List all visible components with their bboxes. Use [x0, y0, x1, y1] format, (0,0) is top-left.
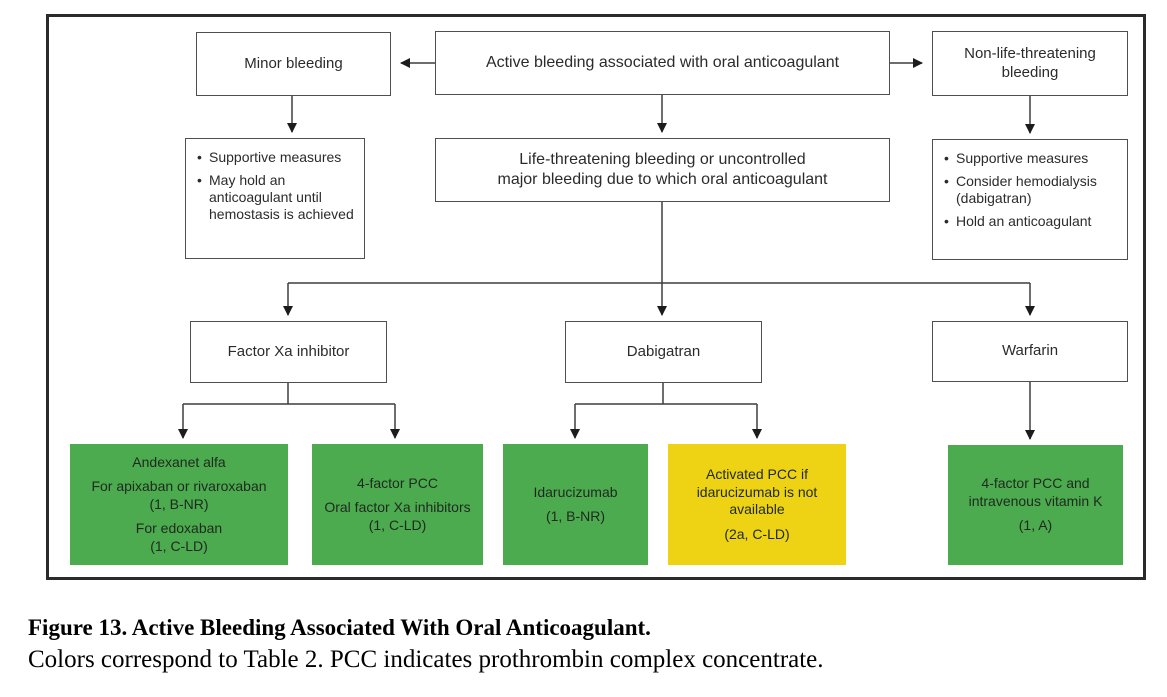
node-warfarin: [932, 321, 1128, 382]
treatment-line: (1, B-NR): [545, 508, 606, 524]
node-active-bleeding: [435, 31, 890, 95]
treatment-idarucizumab: [503, 444, 648, 565]
treatment-line: (1, B-NR): [149, 495, 209, 512]
life-threatening-line-1: Life-threatening bleeding or uncontrolled: [519, 151, 806, 168]
panel-minor-actions: [185, 138, 365, 259]
treatment-line: Andexanet alfa: [132, 453, 226, 470]
life-threatening-line-2: major bleeding due to which oral anticoagulant: [497, 171, 828, 188]
figure-caption-note: Colors correspond to Table 2. PCC indicates prothrombin complex concentrate.: [28, 646, 824, 674]
node-dabigatran: [565, 321, 762, 383]
node-dabigatran-label: Dabigatran: [626, 342, 701, 360]
treatment-four-factor-pcc-oral-xa: [312, 444, 483, 565]
nonlife-action-item: • Hold an anticoagulant: [942, 213, 1122, 230]
treatment-line: Activated PCC if idarucizumab is not available: [696, 466, 818, 517]
nonlife-action-item: • Consider hemodialysis (dabigatran): [942, 173, 1122, 207]
treatment-line: (1, C-LD): [368, 516, 427, 533]
node-life-threatening: [435, 138, 890, 202]
treatment-line: 4-factor PCC: [357, 474, 438, 491]
node-non-life-threatening-label: Non-life-threatening bleeding: [964, 44, 1096, 81]
node-active-bleeding-label: Active bleeding associated with oral anticoagulant: [485, 54, 840, 71]
node-minor-bleeding-label: Minor bleeding: [244, 54, 343, 72]
treatment-activated-pcc: [668, 444, 846, 565]
node-minor-bleeding: [196, 32, 391, 96]
treatment-line: (1, C-LD): [150, 537, 208, 554]
treatment-line: For apixaban or rivaroxaban: [91, 478, 267, 495]
node-life-threatening-label: [498, 150, 828, 190]
minor-action-item: • May hold an anticoagulant until hemostasis is achieved: [195, 172, 359, 223]
figure-caption: [28, 611, 1138, 677]
minor-action-item: • Supportive measures: [195, 149, 359, 166]
figure-caption-title: Figure 13. Active Bleeding Associated With Oral Anticoagulant.: [28, 615, 651, 640]
treatment-andexanet-alfa: [70, 444, 288, 565]
nonlife-action-item: • Supportive measures: [942, 150, 1122, 167]
treatment-four-factor-pcc-vitamin-k: [948, 445, 1123, 565]
node-warfarin-label: Warfarin: [1001, 342, 1059, 360]
treatment-line: Idarucizumab: [533, 483, 618, 500]
node-factor-xa-inhibitor: [190, 321, 387, 383]
node-non-life-threatening: [932, 31, 1128, 96]
treatment-line: Oral factor Xa inhibitors: [324, 499, 471, 516]
treatment-line: (2a, C-LD): [724, 525, 790, 542]
node-factor-xa-label: Factor Xa inhibitor: [227, 342, 350, 360]
treatment-line: (1, A): [1018, 517, 1053, 534]
treatment-line: 4-factor PCC and intravenous vitamin K: [968, 475, 1103, 509]
panel-nonlife-actions: [932, 139, 1128, 260]
treatment-line: For edoxaban: [135, 520, 223, 537]
